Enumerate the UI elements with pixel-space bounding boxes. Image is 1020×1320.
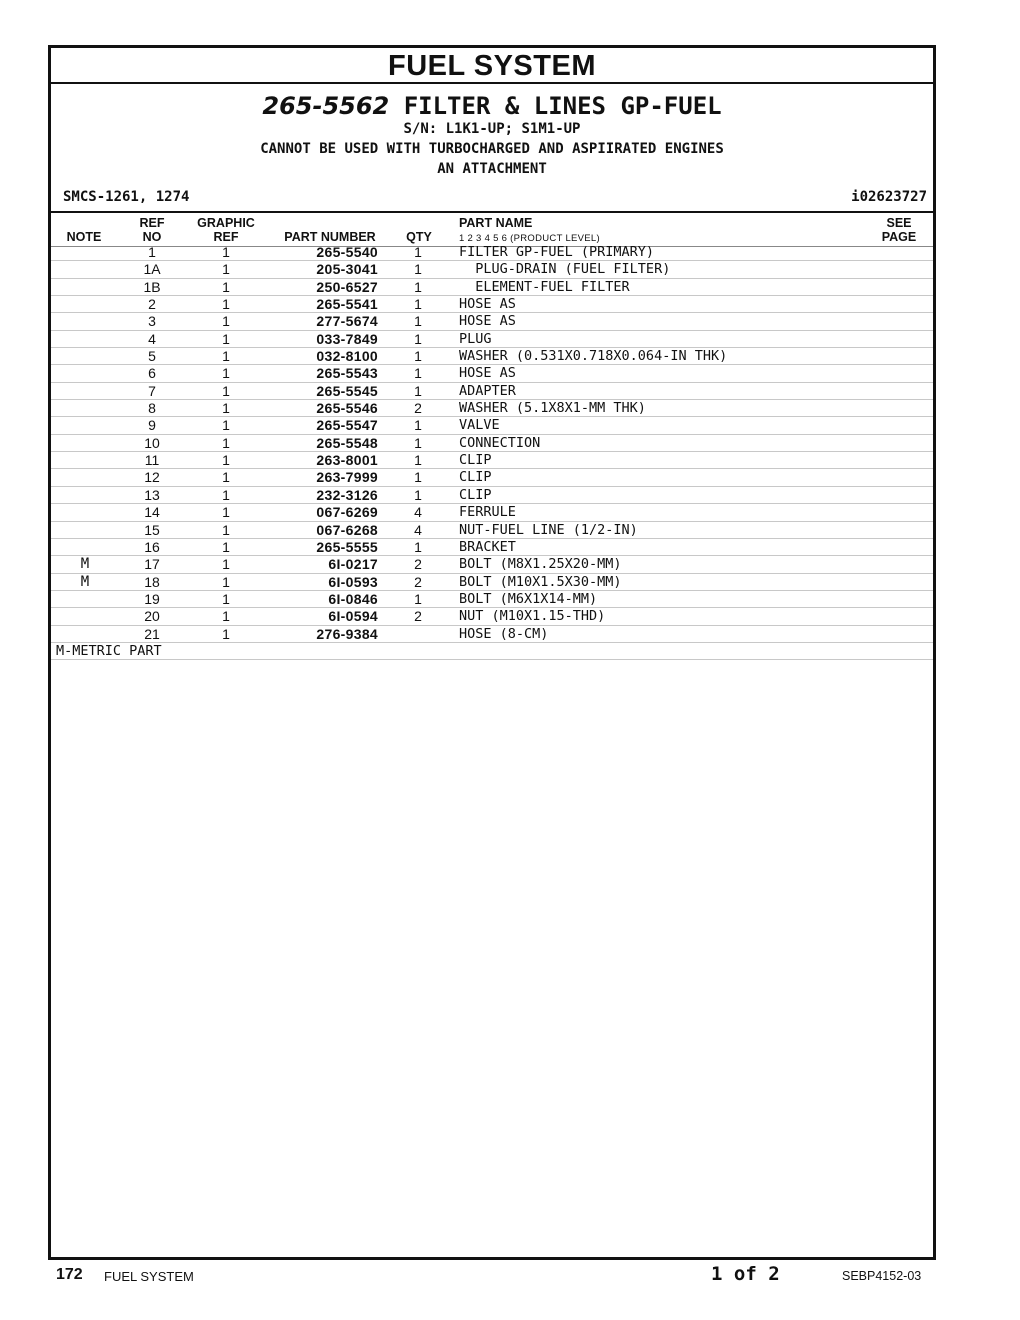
ref-no-cell: 3: [148, 313, 156, 330]
col-see-page-line2: PAGE: [881, 230, 917, 244]
part-number-cell: 265-5541: [316, 296, 378, 313]
part-number-cell: 265-5545: [316, 382, 378, 399]
serial-range: S/N: L1K1-UP; S1M1-UP: [403, 121, 581, 137]
ref-no-cell: 17: [144, 556, 160, 573]
col-graphic-ref-line2: REF: [213, 230, 239, 244]
col-see-page: [881, 216, 917, 244]
part-number-cell: 6I-0217: [328, 556, 378, 573]
col-qty: QTY: [406, 230, 432, 244]
footnote-row: [51, 643, 933, 660]
note-cell: M: [80, 556, 90, 573]
part-number-cell: 033-7849: [316, 330, 378, 347]
part-name-cell: HOSE AS: [459, 313, 516, 330]
usage-note: CANNOT BE USED WITH TURBOCHARGED AND ASPIIRATED ENGINES: [260, 141, 724, 157]
table-row: [51, 487, 933, 504]
part-number-cell: 277-5674: [316, 313, 378, 330]
document-id: SEBP4152-03: [842, 1269, 922, 1283]
part-name-cell: NUT-FUEL LINE (1/2-IN): [459, 521, 638, 538]
part-number-cell: 6I-0593: [328, 573, 378, 590]
graphic-ref-cell: 1: [222, 573, 230, 590]
part-name-cell: BOLT (M8X1.25X20-MM): [459, 556, 622, 573]
ref-no-cell: 10: [144, 434, 160, 451]
ref-no-cell: 6: [148, 365, 156, 382]
ref-no-cell: 12: [144, 469, 160, 486]
ref-no-cell: 11: [144, 452, 160, 469]
graphic-ref-cell: 1: [222, 538, 230, 555]
part-name-cell: PLUG: [459, 330, 492, 347]
part-number-cell: 265-5555: [316, 538, 378, 555]
qty-cell: 1: [414, 486, 422, 503]
part-name-cell: ELEMENT-FUEL FILTER: [459, 278, 630, 295]
qty-cell: 1: [414, 417, 422, 434]
illustration-id: i02623727: [851, 189, 927, 205]
part-name-cell: CONNECTION: [459, 434, 541, 451]
part-name-cell: BOLT (M10X1.5X30-MM): [459, 573, 622, 590]
graphic-ref-cell: 1: [222, 417, 230, 434]
group-title: [51, 93, 933, 119]
table-row: [51, 556, 933, 573]
part-name-cell: HOSE AS: [459, 365, 516, 382]
col-graphic-ref: [191, 216, 261, 244]
part-number-cell: 032-8100: [316, 348, 378, 365]
table-row: [51, 331, 933, 348]
col-part-name: PART NAME: [459, 216, 533, 230]
part-number-cell: 276-9384: [316, 625, 378, 642]
graphic-ref-cell: 1: [222, 278, 230, 295]
col-ref-no-line2: NO: [142, 230, 162, 244]
table-row: [51, 296, 933, 313]
ref-no-cell: 1B: [143, 278, 161, 295]
page-number: 172: [56, 1266, 83, 1283]
qty-cell: 1: [414, 330, 422, 347]
part-number-cell: 6I-0594: [328, 608, 378, 625]
graphic-ref-cell: 1: [222, 452, 230, 469]
qty-cell: 1: [414, 348, 422, 365]
graphic-ref-cell: 1: [222, 348, 230, 365]
smcs-row: [51, 189, 933, 209]
part-name-cell: ADAPTER: [459, 382, 516, 399]
part-name-cell: PLUG-DRAIN (FUEL FILTER): [459, 261, 671, 278]
ref-no-cell: 1: [148, 244, 156, 260]
table-row: [51, 591, 933, 608]
part-number-cell: 265-5546: [316, 400, 378, 417]
graphic-ref-cell: 1: [222, 330, 230, 347]
group-heading: [51, 93, 933, 179]
part-number-cell: 205-3041: [316, 261, 378, 278]
table-row: [51, 435, 933, 452]
group-name: FILTER & LINES GP-FUEL: [403, 92, 722, 120]
ref-no-cell: 19: [144, 590, 160, 607]
part-name-cell: HOSE AS: [459, 296, 516, 313]
table-row: [51, 279, 933, 296]
col-product-levels: 1 2 3 4 5 6 (PRODUCT LEVEL): [459, 233, 600, 244]
part-name-cell: BOLT (M6X1X14-MM): [459, 590, 598, 607]
part-name-cell: NUT (M10X1.15-THD): [459, 608, 606, 625]
qty-cell: 1: [414, 590, 422, 607]
part-name-cell: HOSE (8-CM): [459, 625, 549, 642]
graphic-ref-cell: 1: [222, 400, 230, 417]
col-ref-no-line1: REF: [139, 216, 165, 230]
ref-no-cell: 1A: [143, 261, 161, 278]
graphic-ref-cell: 1: [222, 365, 230, 382]
part-name-cell: CLIP: [459, 469, 492, 486]
table-header: [51, 211, 933, 247]
table-row: [51, 400, 933, 417]
ref-no-cell: 2: [148, 296, 156, 313]
table-row: [51, 469, 933, 486]
footnote-text: M-METRIC PART: [56, 642, 162, 659]
table-row: [51, 452, 933, 469]
table-row: [51, 574, 933, 591]
table-row: [51, 383, 933, 400]
graphic-ref-cell: 1: [222, 608, 230, 625]
table-row: [51, 417, 933, 434]
table-row: [51, 244, 933, 261]
attachment-note: AN ATTACHMENT: [437, 161, 547, 177]
graphic-ref-cell: 1: [222, 625, 230, 642]
graphic-ref-cell: 1: [222, 486, 230, 503]
part-name-cell: BRACKET: [459, 538, 516, 555]
page-footer: [0, 1262, 1020, 1288]
ref-no-cell: 5: [148, 348, 156, 365]
table-row: [51, 539, 933, 556]
part-number-cell: 265-5548: [316, 434, 378, 451]
graphic-ref-cell: 1: [222, 521, 230, 538]
ref-no-cell: 4: [148, 330, 156, 347]
ref-no-cell: 9: [148, 417, 156, 434]
ref-no-cell: 8: [148, 400, 156, 417]
table-row: [51, 608, 933, 625]
qty-cell: 4: [414, 521, 422, 538]
graphic-ref-cell: 1: [222, 382, 230, 399]
table-row: [51, 365, 933, 382]
graphic-ref-cell: 1: [222, 469, 230, 486]
graphic-ref-cell: 1: [222, 590, 230, 607]
part-name-cell: FILTER GP-FUEL (PRIMARY): [459, 244, 655, 260]
part-name-cell: WASHER (0.531X0.718X0.064-IN THK): [459, 348, 728, 365]
graphic-ref-cell: 1: [222, 504, 230, 521]
part-number-cell: 250-6527: [316, 278, 378, 295]
part-number-cell: 067-6269: [316, 504, 378, 521]
ref-no-cell: 15: [144, 521, 160, 538]
col-ref-no: [135, 216, 169, 244]
ref-no-cell: 13: [144, 486, 160, 503]
col-see-page-line1: SEE: [886, 216, 912, 230]
qty-cell: 1: [414, 313, 422, 330]
part-number-cell: 265-5543: [316, 365, 378, 382]
graphic-ref-cell: 1: [222, 434, 230, 451]
qty-cell: 1: [414, 278, 422, 295]
part-name-cell: WASHER (5.1X8X1-MM THK): [459, 400, 646, 417]
graphic-ref-cell: 1: [222, 313, 230, 330]
qty-cell: 1: [414, 261, 422, 278]
parts-table-body: [51, 244, 933, 660]
table-row: [51, 261, 933, 278]
graphic-ref-cell: 1: [222, 296, 230, 313]
page-frame: [48, 45, 936, 1260]
part-number-cell: 232-3126: [316, 486, 378, 503]
part-name-cell: FERRULE: [459, 504, 516, 521]
col-graphic-ref-line1: GRAPHIC: [197, 216, 255, 230]
part-name-cell: CLIP: [459, 486, 492, 503]
table-row: [51, 522, 933, 539]
table-row: [51, 504, 933, 521]
part-number-cell: 263-8001: [316, 452, 378, 469]
ref-no-cell: 18: [144, 573, 160, 590]
table-row: [51, 626, 933, 643]
qty-cell: 2: [414, 556, 422, 573]
qty-cell: 1: [414, 538, 422, 555]
graphic-ref-cell: 1: [222, 244, 230, 260]
part-number-cell: 265-5547: [316, 417, 378, 434]
ref-no-cell: 20: [144, 608, 160, 625]
qty-cell: 1: [414, 365, 422, 382]
col-note: NOTE: [66, 230, 102, 244]
part-number-cell: 263-7999: [316, 469, 378, 486]
ref-no-cell: 21: [144, 625, 160, 642]
part-number-cell: 6I-0846: [328, 590, 378, 607]
ref-no-cell: 14: [144, 504, 160, 521]
note-cell: M: [80, 573, 90, 590]
part-name-cell: CLIP: [459, 452, 492, 469]
ref-no-cell: 7: [148, 382, 156, 399]
qty-cell: 1: [414, 469, 422, 486]
group-part-number: 265-5562: [262, 92, 390, 120]
part-name-cell: VALVE: [459, 417, 500, 434]
table-row: [51, 313, 933, 330]
qty-cell: 1: [414, 434, 422, 451]
part-number-cell: 265-5540: [316, 244, 378, 260]
qty-cell: 2: [414, 608, 422, 625]
qty-cell: 1: [414, 382, 422, 399]
page-of: 1 of 2: [711, 1263, 780, 1285]
qty-cell: 2: [414, 400, 422, 417]
qty-cell: 4: [414, 504, 422, 521]
col-part-number: PART NUMBER: [284, 230, 376, 244]
qty-cell: 2: [414, 573, 422, 590]
smcs-code: SMCS-1261, 1274: [63, 189, 190, 205]
graphic-ref-cell: 1: [222, 261, 230, 278]
ref-no-cell: 16: [144, 538, 160, 555]
qty-cell: 1: [414, 452, 422, 469]
footer-section: FUEL SYSTEM: [104, 1269, 194, 1284]
graphic-ref-cell: 1: [222, 556, 230, 573]
qty-cell: 1: [414, 296, 422, 313]
part-number-cell: 067-6268: [316, 521, 378, 538]
section-title: FUEL SYSTEM: [51, 48, 933, 84]
qty-cell: 1: [414, 244, 422, 260]
table-row: [51, 348, 933, 365]
